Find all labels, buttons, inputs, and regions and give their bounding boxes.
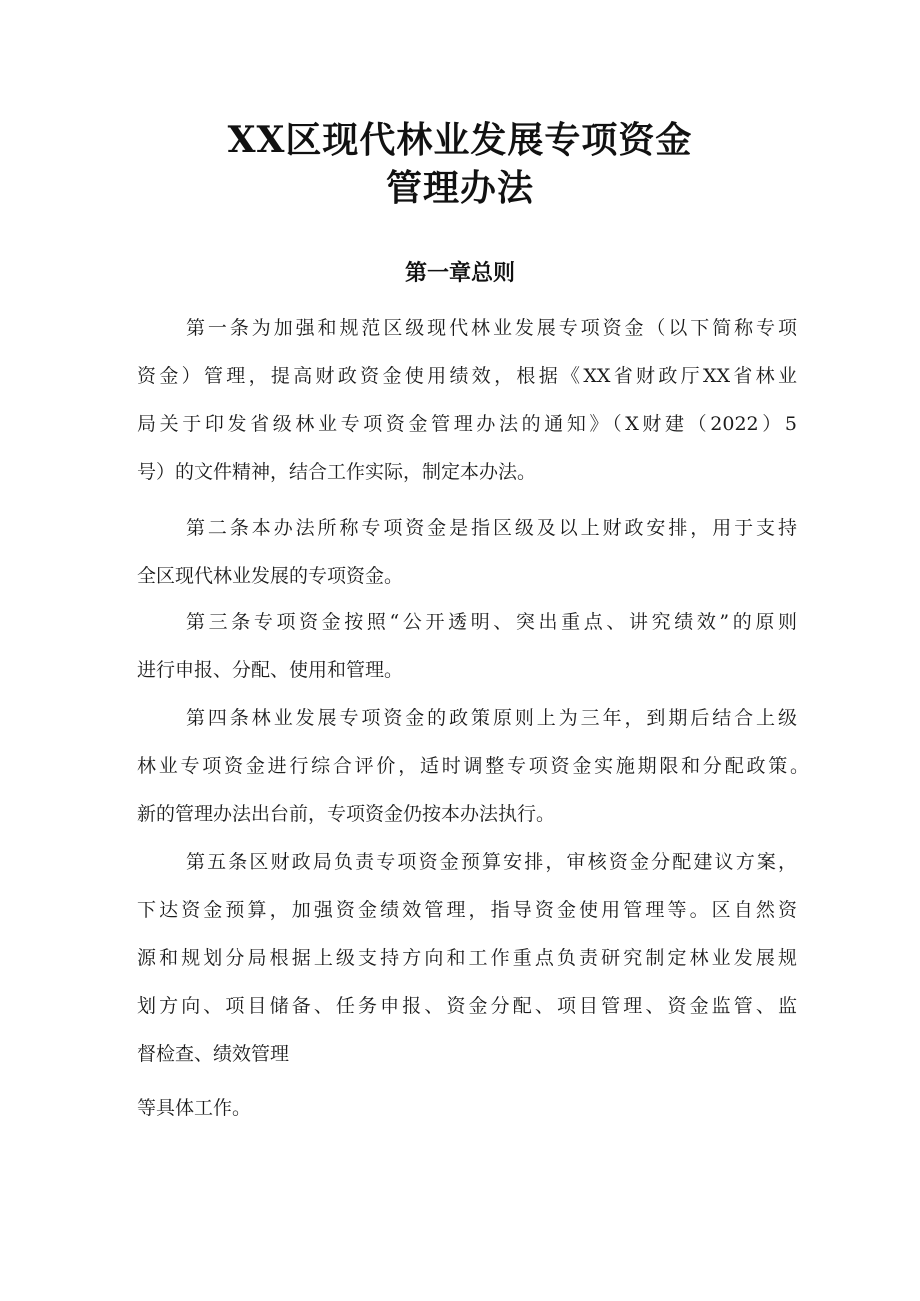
article-5-line-2: 下达资金预算，加强资金绩效管理，指导资金使用管理等。区自然资 (137, 899, 797, 921)
article-5-line-1: 第五条区财政局负责专项资金预算安排，审核资金分配建议方案， (186, 851, 797, 873)
article-5-line-5: 督检查、绩效管理 (137, 1043, 290, 1065)
article-2-line-1: 第二条本办法所称专项资金是指区级及以上财政安排，用于支持 (186, 517, 797, 539)
article-1-line-2: 资金）管理，提高财政资金使用绩效，根据《XX省财政厅XX省林业 (137, 365, 797, 387)
article-4-line-1: 第四条林业发展专项资金的政策原则上为三年，到期后结合上级 (186, 707, 797, 729)
article-3-line-1: 第三条专项资金按照“公开透明、突出重点、讲究绩效”的原则 (186, 611, 797, 633)
article-5-line-4: 划方向、项目储备、任务申报、资金分配、项目管理、资金监管、监 (137, 995, 797, 1017)
article-3-line-2: 进行申报、分配、使用和管理。 (137, 659, 404, 681)
article-2-line-2: 全区现代林业发展的专项资金。 (137, 565, 404, 587)
article-5-line-3: 源和规划分局根据上级支持方向和工作重点负责研究制定林业发展规 (137, 947, 797, 969)
article-1-line-4: 号）的文件精神，结合工作实际，制定本办法。 (137, 461, 537, 483)
article-4-line-3: 新的管理办法出台前，专项资金仍按本办法执行。 (137, 803, 556, 825)
chapter-heading: 第一章总则 (404, 261, 515, 286)
document-title-line2: 管理办法 (385, 167, 534, 209)
document-title-line1: XX区现代林业发展专项资金 (227, 119, 693, 161)
article-5-line-6: 等具体工作。 (137, 1097, 252, 1119)
article-1-line-1: 第一条为加强和规范区级现代林业发展专项资金（以下简称专项 (186, 317, 797, 339)
article-1-line-3: 局关于印发省级林业专项资金管理办法的通知》（X财建（2022）5 (137, 413, 797, 435)
article-4-line-2: 林业专项资金进行综合评价，适时调整专项资金实施期限和分配政策。 (137, 755, 809, 777)
